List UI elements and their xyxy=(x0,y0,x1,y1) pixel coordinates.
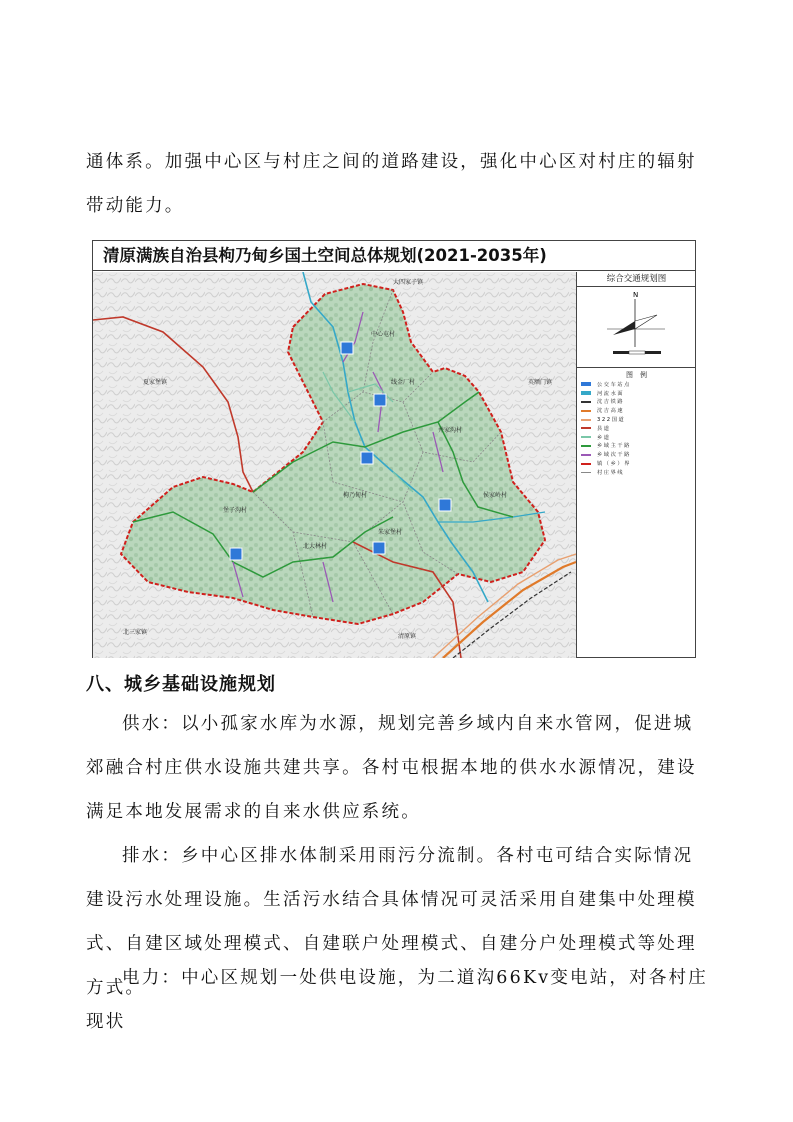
compass-icon xyxy=(577,287,695,367)
legend-item xyxy=(577,406,696,415)
legend-swatch xyxy=(581,401,591,403)
figure-title: 清原满族自治县枸乃甸乡国土空间总体规划(2021-2035年) xyxy=(93,241,695,271)
legend xyxy=(577,380,696,477)
legend-item xyxy=(577,398,696,407)
legend-swatch xyxy=(581,391,591,395)
intro-paragraph: 通体系。加强中心区与村庄之间的道路建设，强化中心区对村庄的辐射带动能力。 xyxy=(86,152,697,216)
label-village-1: 中心屯村 xyxy=(371,331,396,338)
water-supply-paragraph: 供水：以小孤家水库为水源，规划完善乡域内自来水管网，促进城郊融合村庄供水设施共建共享。各村屯根据本地的供水水源情况，建设满足本地发展需求的自来水供应系统。 xyxy=(86,714,697,822)
legend-label: 镇（乡）界 xyxy=(597,461,631,468)
legend-label: 村庄界线 xyxy=(597,469,625,476)
map-area xyxy=(93,272,576,658)
compass-scale-box xyxy=(577,287,696,368)
legend-item xyxy=(577,380,696,389)
legend-label: 乡域主干路 xyxy=(597,443,631,450)
legend-item xyxy=(577,424,696,433)
label-southwest-town: 北三家镇 xyxy=(123,629,148,636)
legend-item xyxy=(577,433,696,442)
map-side-panel xyxy=(576,272,696,658)
legend-swatch xyxy=(581,472,591,473)
legend-swatch xyxy=(581,445,591,447)
legend-swatch xyxy=(581,382,591,386)
legend-item xyxy=(577,468,696,477)
label-village-5: 侯家岭村 xyxy=(483,492,508,499)
label-east-town: 英额门镇 xyxy=(528,379,553,386)
figure-subtitle: 综合交通规划图 xyxy=(577,272,696,287)
legend-item xyxy=(577,459,696,468)
legend-swatch xyxy=(581,410,591,412)
label-village-8: 朱家堡村 xyxy=(378,529,403,536)
label-south-town: 清原镇 xyxy=(398,633,417,640)
bus-stop-icon xyxy=(373,542,385,554)
traffic-map xyxy=(93,272,576,658)
legend-label: 河流水面 xyxy=(597,390,625,397)
legend-label: 公交车站点 xyxy=(597,381,631,388)
legend-label: 322国道 xyxy=(597,417,626,424)
bus-stop-icon xyxy=(230,548,242,560)
label-top-town: 大四家子镇 xyxy=(393,279,424,286)
label-village-3: 井家沟村 xyxy=(438,427,463,434)
legend-item xyxy=(577,450,696,459)
planning-map-figure xyxy=(92,240,696,658)
legend-title: 图 例 xyxy=(626,371,647,379)
drainage-paragraph: 排水：乡中心区排水体制采用雨污分流制。各村屯可结合实际情况建设污水处理设施。生活污水结合具体情况可灵活采用自建集中处理模式、自建区域处理模式、自建联户处理模式、自建分户处理模式等处理方式。 xyxy=(86,846,697,998)
label-village-4: 枸乃甸村 xyxy=(343,492,368,499)
bus-stop-icon xyxy=(341,342,353,354)
label-village-2: 线金厂村 xyxy=(391,379,416,386)
legend-label: 沈吉高速 xyxy=(597,408,625,415)
bus-stop-icon xyxy=(439,499,451,511)
bus-stop-icon xyxy=(361,452,373,464)
power-paragraph: 电力：中心区规划一处供电设施，为二道沟66Kv变电站，对各村庄现状 xyxy=(86,968,708,1032)
legend-label: 乡域次干路 xyxy=(597,452,631,459)
label-village-7: 北大林村 xyxy=(303,543,328,550)
legend-swatch xyxy=(581,436,591,438)
legend-label: 沈吉铁路 xyxy=(597,399,625,406)
legend-swatch xyxy=(581,454,591,456)
legend-swatch xyxy=(581,463,591,465)
legend-label: 县道 xyxy=(597,425,611,432)
label-village-6: 堡子沟村 xyxy=(223,507,248,514)
section-heading: 八、城乡基础设施规划 xyxy=(86,674,276,695)
label-west-town: 夏家堡镇 xyxy=(143,379,168,386)
legend-swatch xyxy=(581,419,591,421)
compass-north-label: N xyxy=(633,291,639,299)
bus-stop-icon xyxy=(374,394,386,406)
legend-item xyxy=(577,442,696,451)
legend-item xyxy=(577,415,696,424)
legend-swatch xyxy=(581,427,591,429)
legend-item xyxy=(577,389,696,398)
legend-label: 乡道 xyxy=(597,434,611,441)
